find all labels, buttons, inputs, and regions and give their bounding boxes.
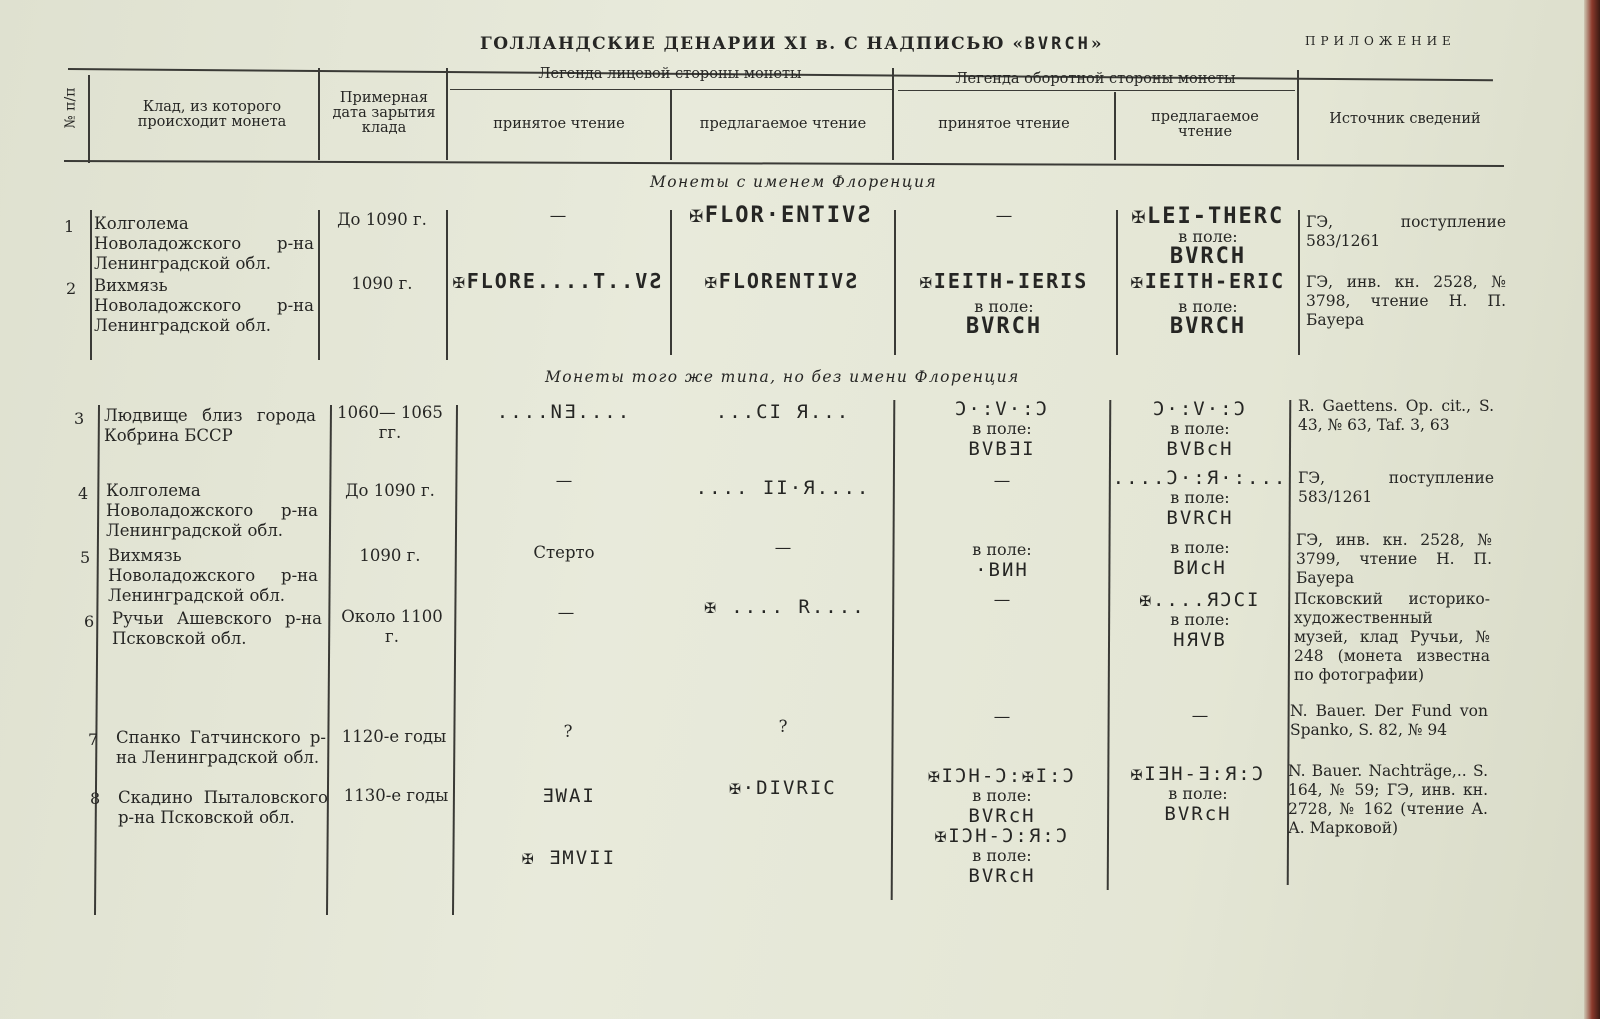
- legend: ✠LEI-THERC: [1131, 204, 1285, 229]
- hoard-name: Вихмязь Новоладожского р-на Ленинградской обл.: [94, 276, 314, 335]
- hoard-name: Скадино Пыталовского р-на Псковской обл.: [118, 788, 328, 827]
- hoard-name: Людвище близ города Кобрина БССР: [104, 406, 316, 445]
- title-text: ГОЛЛАНДСКИЕ ДЕНАРИИ XI в. С НАДПИСЬЮ «: [480, 34, 1025, 54]
- legend-alt: ✠IƆH-Ɔ:Я:Ɔ: [934, 825, 1070, 847]
- reverse-accepted: —: [993, 471, 1011, 490]
- row-number: 8: [90, 789, 101, 808]
- reverse-proposed: [1118, 204, 1298, 269]
- field-label: в поле:: [972, 786, 1032, 805]
- legend: Ɔ·:V·:Ɔ: [954, 398, 1050, 420]
- col-rule: [318, 210, 320, 360]
- field-legend: BVRCH: [1169, 244, 1247, 269]
- col-rule: [891, 400, 895, 900]
- reverse-proposed: [1112, 590, 1288, 650]
- field-legend-alt: BVRcH: [968, 865, 1036, 887]
- header-obverse: Легенда лицевой стороны монеты: [538, 66, 802, 82]
- source: ГЭ, инв. кн. 2528, № 3799, чтение Н. П. Бауера: [1296, 531, 1492, 587]
- row-number: 5: [80, 548, 91, 567]
- col-rule: [1114, 92, 1116, 160]
- burial-date: Около 1100 г.: [341, 607, 443, 646]
- page-title: [480, 34, 1103, 54]
- col-rule: [670, 90, 672, 160]
- header-reverse: Легенда оборотной стороны монеты: [955, 71, 1236, 87]
- field-legend: ·BИН: [975, 559, 1029, 581]
- legend: ✠IƎH-Ǝ:Я:Ɔ: [1130, 763, 1266, 785]
- reverse-accepted: —: [993, 707, 1011, 726]
- header-reverse-accepted: принятое чтение: [938, 116, 1070, 132]
- obverse-proposed: .... II·Я....: [695, 477, 871, 499]
- obverse-accepted: —: [555, 471, 573, 490]
- field-label: в поле:: [1170, 419, 1230, 438]
- field-label: в поле:: [972, 540, 1032, 559]
- hoard-name: Колголема Новоладожского р-на Ленинградской обл.: [94, 214, 314, 273]
- field-label: в поле:: [972, 846, 1032, 865]
- book-edge: [1584, 0, 1600, 1019]
- source: R. Gaettens. Op. cit., S. 43, № 63, Taf. 3, 63: [1298, 397, 1494, 434]
- field-label: в поле:: [1178, 227, 1238, 246]
- field-legend: BVBcH: [1166, 438, 1234, 460]
- col-rule: [318, 68, 320, 160]
- legend: ✠....ЯƆCI: [1139, 589, 1261, 611]
- obverse-accepted: ƎWAI: [542, 785, 596, 807]
- obverse-accepted: Стерто: [533, 543, 595, 562]
- col-rule: [446, 68, 448, 160]
- hoard-name: Спанко Гатчинского р-на Ленинградской обл.: [116, 728, 326, 767]
- title-latin: BVRCH: [1024, 34, 1091, 54]
- section-title: Монеты того же типа, но без имени Флоренция: [545, 368, 1020, 386]
- burial-date: До 1090 г.: [337, 210, 427, 229]
- row-number: 4: [78, 484, 89, 503]
- obverse-proposed: ?: [778, 717, 788, 736]
- header-source: Источник сведений: [1329, 111, 1481, 127]
- source: ГЭ, поступление 583/1261: [1306, 213, 1506, 250]
- source: N. Bauer. Nachträge,.. S. 164, № 59; ГЭ, инв. кн. 2728, № 162 (чтение А. А. Марковой): [1288, 762, 1488, 837]
- reverse-accepted: [896, 399, 1108, 459]
- field-legend: BVRCH: [1166, 507, 1234, 529]
- header-obverse-accepted: принятое чтение: [493, 116, 625, 132]
- obverse-proposed: ✠FLOR·ENTIVƧ: [689, 203, 873, 228]
- col-rule: [326, 405, 332, 915]
- row-number: 1: [64, 217, 75, 236]
- obverse-proposed: ✠FLORENTIVƧ: [704, 269, 860, 293]
- reverse-accepted: —: [993, 590, 1011, 609]
- col-rule: [90, 210, 92, 360]
- legend: ✠IEITH-IERIS: [919, 269, 1089, 293]
- hoard-name: Ручьи Ашевского р-на Псковской обл.: [112, 609, 322, 648]
- field-label: в поле:: [1170, 538, 1230, 557]
- field-legend: BVRcH: [1164, 803, 1232, 825]
- field-legend: BVRCH: [965, 314, 1043, 339]
- col-rule: [88, 75, 90, 163]
- reverse-proposed: [1112, 468, 1288, 528]
- obverse-accepted: ?: [563, 722, 573, 741]
- burial-date: 1060— 1065 гг.: [337, 403, 443, 442]
- section-title: Монеты с именем Флоренция: [650, 173, 938, 191]
- header-reverse-proposed: предлагаемое чтение: [1151, 109, 1259, 140]
- obverse-proposed: ✠·DIVRIC: [729, 777, 837, 799]
- field-label: в поле:: [1170, 610, 1230, 629]
- header-obverse-proposed: предлагаемое чтение: [699, 116, 867, 132]
- col-rule: [1298, 210, 1300, 355]
- field-label: в поле:: [1178, 297, 1238, 316]
- burial-date: 1090 г.: [359, 546, 421, 565]
- obverse-accepted: —: [557, 603, 575, 622]
- source: Псковский историко-художественный музей, клад Ручьи, № 248 (монета известна по фотографии): [1294, 590, 1490, 684]
- reverse-proposed: [1110, 764, 1286, 824]
- reverse-accepted: —: [995, 206, 1013, 225]
- reverse-accepted: [896, 540, 1108, 580]
- hoard-name: Вихмязь Новоладожского р-на Ленинградской обл.: [108, 546, 318, 605]
- col-rule: [892, 68, 894, 160]
- reverse-rule: [898, 90, 1295, 91]
- col-rule: [452, 405, 458, 915]
- header-bottom-rule: [64, 160, 1504, 167]
- row-number: 2: [66, 279, 77, 298]
- obverse-accepted: ✠FLORE....T..VƧ: [452, 269, 664, 293]
- row-number: 7: [88, 730, 99, 749]
- field-legend: BVRcH: [968, 805, 1036, 827]
- header-date: Примерная дата зарытия клада: [332, 90, 436, 136]
- legend: ✠IƆH-Ɔ:✠I:Ɔ: [928, 765, 1076, 787]
- source: ГЭ, поступление 583/1261: [1298, 469, 1494, 506]
- field-label: в поле:: [972, 419, 1032, 438]
- obverse-proposed: —: [774, 538, 792, 557]
- title-close: »: [1090, 34, 1103, 54]
- header-num: № п/п: [62, 87, 79, 129]
- legend: ✠IEITH-ERIC: [1130, 269, 1286, 293]
- legend: Ɔ·:V·:Ɔ: [1152, 398, 1248, 420]
- reverse-proposed: [1112, 399, 1288, 459]
- reverse-proposed: [1118, 271, 1298, 337]
- legend: ....Ɔ·:Я·:...: [1112, 467, 1288, 489]
- appendix-label: ПРИЛОЖЕНИЕ: [1305, 34, 1456, 48]
- burial-date: 1090 г.: [351, 274, 413, 293]
- field-legend: HЯVB: [1173, 629, 1227, 651]
- reverse-accepted: [896, 766, 1108, 886]
- row-number: 3: [74, 409, 85, 428]
- reverse-accepted: [896, 271, 1112, 337]
- source: ГЭ, инв. кн. 2528, № 3798, чтение Н. П. Бауера: [1306, 273, 1506, 329]
- hoard-name: Колголема Новоладожского р-на Ленинградской обл.: [106, 481, 318, 540]
- reverse-proposed: —: [1191, 706, 1209, 725]
- field-legend: BИcH: [1173, 557, 1227, 579]
- col-rule: [1297, 70, 1299, 160]
- burial-date: 1120-е годы: [341, 727, 447, 746]
- obverse-accepted: —: [549, 206, 567, 225]
- reverse-proposed: [1112, 538, 1288, 578]
- burial-date: 1130-е годы: [343, 786, 449, 805]
- obverse-proposed: ✠ .... R....: [704, 596, 866, 618]
- obverse-accepted: ....NƎ....: [496, 401, 632, 423]
- col-rule: [446, 210, 448, 360]
- field-legend: BVBƎI: [968, 438, 1036, 460]
- row-number: 6: [84, 612, 95, 631]
- field-label: в поле:: [974, 297, 1034, 316]
- header-hoard: Клад, из которого происходит монета: [137, 99, 287, 130]
- col-rule: [94, 405, 100, 915]
- source: N. Bauer. Der Fund von Spanko, S. 82, № 94: [1290, 702, 1488, 739]
- obverse-proposed: ...CI Я...: [715, 401, 851, 423]
- field-label: в поле:: [1170, 488, 1230, 507]
- obverse-accepted-alt: ✠ ƎMVII: [521, 847, 617, 869]
- burial-date: До 1090 г.: [345, 481, 435, 500]
- field-label: в поле:: [1168, 784, 1228, 803]
- field-legend: BVRCH: [1169, 314, 1247, 339]
